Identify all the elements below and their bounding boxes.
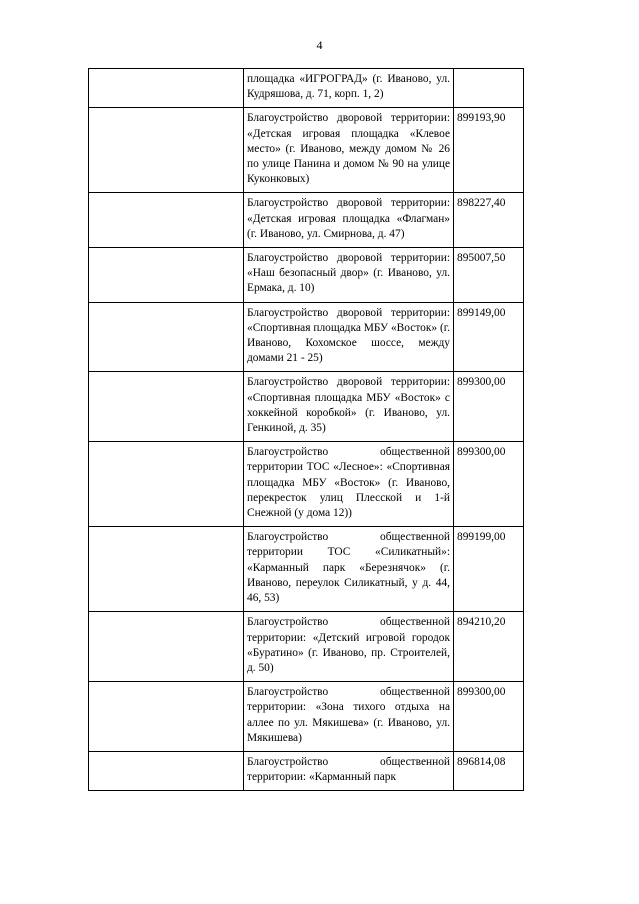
empty-cell: [89, 302, 244, 372]
amount-cell: 899149,00: [454, 302, 524, 372]
empty-cell: [89, 682, 244, 752]
table-row: [89, 527, 524, 612]
description-cell: Благоустройство общественной территории ТОС «Силикатный»: «Карманный парк «Березнячок» (г. Иваново, переулок Силикатный, у д. 44, 46, 53): [244, 527, 454, 612]
amount-cell: 896814,08: [454, 751, 524, 790]
empty-cell: [89, 108, 244, 193]
table-row: [89, 442, 524, 527]
description-cell: Благоустройство общественной территории: «Зона тихого отдыха на аллее по ул. Мякишева» (г. Иваново, ул. Мякишева): [244, 682, 454, 752]
description-cell: Благоустройство дворовой территории: «Спортивная площадка МБУ «Восток» с хоккейной коробкой» (г. Иваново, ул. Генкиной, д. 35): [244, 372, 454, 442]
empty-cell: [89, 69, 244, 108]
table-row: [89, 108, 524, 193]
table-row: [89, 612, 524, 682]
amount-cell: 899300,00: [454, 372, 524, 442]
description-cell: Благоустройство общественной территории ТОС «Лесное»: «Спортивная площадка МБУ «Восток» (г. Иваново, перекресток улиц Плесской и 1-й Снежной (у дома 12)): [244, 442, 454, 527]
amount-cell: 899300,00: [454, 682, 524, 752]
table-row: [89, 302, 524, 372]
empty-cell: [89, 372, 244, 442]
page-number: 4: [316, 38, 323, 52]
description-cell: площадка «ИГРОГРАД» (г. Иваново, ул. Кудряшова, д. 71, корп. 1, 2): [244, 69, 454, 108]
description-cell: Благоустройство дворовой территории: «Детская игровая площадка «Клевое место» (г. Иваново, между домом № 26 по улице Панина и домом № 90 на улице Куконковых): [244, 108, 454, 193]
empty-cell: [89, 248, 244, 303]
amount-cell: 894210,20: [454, 612, 524, 682]
table-row: [89, 69, 524, 108]
amount-cell: [454, 69, 524, 108]
amount-cell: 895007,50: [454, 248, 524, 303]
table-row: [89, 372, 524, 442]
amount-cell: 899300,00: [454, 442, 524, 527]
table-row: [89, 682, 524, 752]
amount-cell: 899199,00: [454, 527, 524, 612]
description-cell: Благоустройство дворовой территории: «Наш безопасный двор» (г. Иваново, ул. Ермака, д. 10): [244, 248, 454, 303]
projects-table: [88, 68, 524, 791]
table-row: [89, 751, 524, 790]
table-row: [89, 248, 524, 303]
empty-cell: [89, 527, 244, 612]
amount-cell: 898227,40: [454, 193, 524, 248]
description-cell: Благоустройство общественной территории: «Детский игровой городок «Буратино» (г. Иваново, пр. Строителей, д. 50): [244, 612, 454, 682]
empty-cell: [89, 442, 244, 527]
amount-cell: 899193,90: [454, 108, 524, 193]
empty-cell: [89, 612, 244, 682]
table-row: [89, 193, 524, 248]
description-cell: Благоустройство дворовой территории: «Детская игровая площадка «Флагман» (г. Иваново, ул. Смирнова, д. 47): [244, 193, 454, 248]
description-cell: Благоустройство дворовой территории: «Спортивная площадка МБУ «Восток» (г. Иваново, Кохомское шоссе, между домами 21 - 25): [244, 302, 454, 372]
empty-cell: [89, 751, 244, 790]
empty-cell: [89, 193, 244, 248]
description-cell: Благоустройство общественной территории: «Карманный парк: [244, 751, 454, 790]
